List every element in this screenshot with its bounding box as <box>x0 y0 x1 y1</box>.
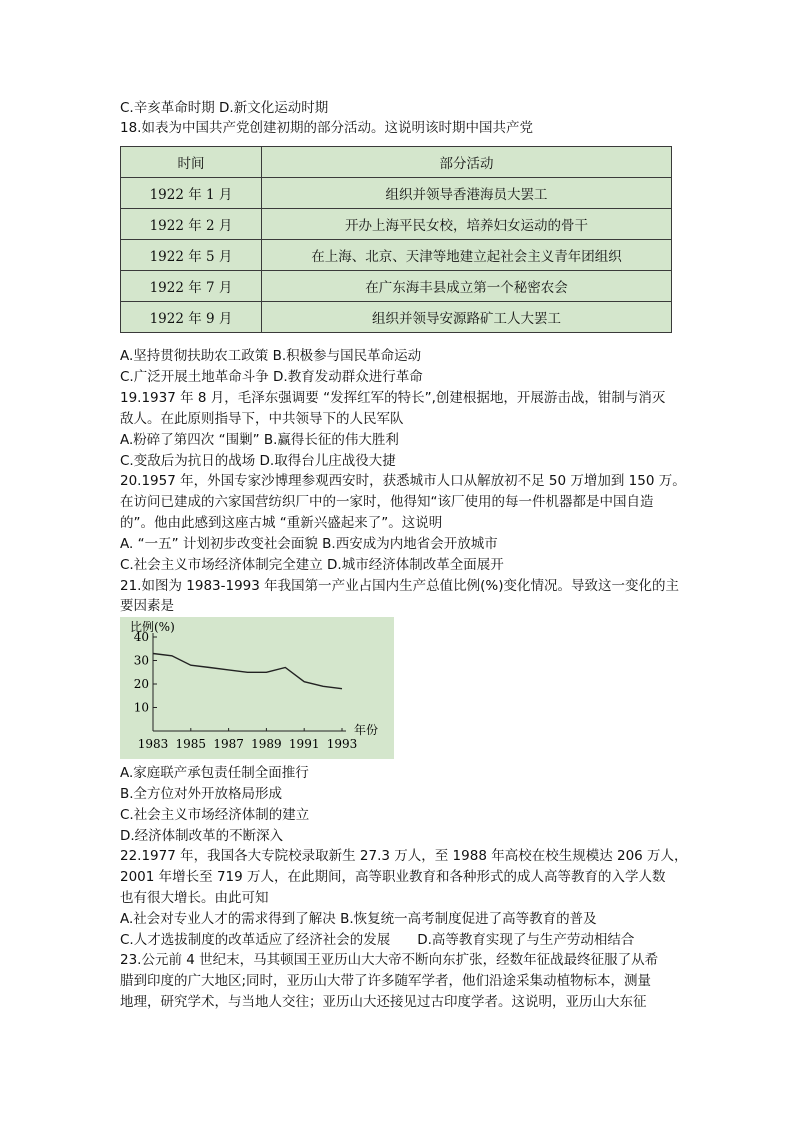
table-header-row <box>121 147 672 178</box>
q18-stem: 18.如表为中国共产党创建初期的部分活动。这说明该时期中国共产党 <box>120 120 533 136</box>
q21-option-d: D.经济体制改革的不断深入 <box>120 828 284 844</box>
table-row <box>121 209 672 240</box>
q20-stem-1: 20.1957 年，外国专家沙博理参观西安时，获悉城市人口从解放初不足 50 万增加到 150 万。 <box>120 473 686 489</box>
table-cell-time: 1922 年 1 月 <box>121 178 262 209</box>
q18-options-ab: A.坚持贯彻扶助农工政策 B.积极参与国民革命运动 <box>120 348 422 364</box>
q22-stem-2: 2001 年增长至 719 万人，在此期间，高等职业教育和各种形式的成人高等教育的入学人数 <box>120 869 666 885</box>
series-line <box>153 654 342 689</box>
table-cell-activity: 组织并领导安源路矿工人大罢工 <box>262 302 672 333</box>
q21-option-c: C.社会主义市场经济体制的建立 <box>120 807 310 823</box>
table-cell-activity: 开办上海平民女校，培养妇女运动的骨干 <box>262 209 672 240</box>
q20-stem-3: 的”。他由此感到这座古城 “重新兴盛起来了”。这说明 <box>120 515 443 531</box>
x-tick-label: 1983 <box>137 737 169 751</box>
q21-stem-2: 要因素是 <box>120 598 174 614</box>
q22-options-cd: C.人才选拔制度的改革适应了经济社会的发展 D.高等教育实现了与生产劳动相结合 <box>120 932 635 948</box>
x-tick-label: 1993 <box>326 737 358 751</box>
q23-stem-1: 23.公元前 4 世纪末，马其顿国王亚历山大大帝不断向东扩张，经数年征战最终征服了从希 <box>120 952 659 968</box>
table-header-activity: 部分活动 <box>262 147 672 178</box>
q17-options-tail: C.辛亥革命时期 D.新文化运动时期 <box>120 100 329 116</box>
q20-stem-2: 在访问已建成的六家国营纺织厂中的一家时，他得知“该厂使用的每一件机器都是中国自造 <box>120 494 654 510</box>
table-row <box>121 178 672 209</box>
q23-stem-2: 腊到印度的广大地区;同时，亚历山大带了许多随军学者，他们沿途采集动植物标本，测量 <box>120 973 652 989</box>
table-cell-activity: 在广东海丰县成立第一个秘密农会 <box>262 271 672 302</box>
q19-stem-1: 19.1937 年 8 月，毛泽东强调要 “发挥红军的特长”,创建根据地，开展游击战，钳制与消灭 <box>120 390 666 406</box>
table-cell-time: 1922 年 9 月 <box>121 302 262 333</box>
x-tick-label: 1991 <box>288 737 320 751</box>
x-tick-label: 1987 <box>213 737 244 751</box>
table-cell-time: 1922 年 7 月 <box>121 271 262 302</box>
table-row <box>121 240 672 271</box>
q22-stem-1: 22.1977 年，我国各大专院校录取新生 27.3 万人，至 1988 年高校在校生规模达 206 万人， <box>120 848 688 864</box>
q21-option-a: A.家庭联产承包责任制全面推行 <box>120 765 309 781</box>
q21-option-b: B.全方位对外开放格局形成 <box>120 786 283 802</box>
q19-stem-2: 敌人。在此原则指导下，中共领导下的人民军队 <box>120 411 404 427</box>
q22-options-ab: A.社会对专业人才的需求得到了解决 B.恢复统一高考制度促进了高等教育的普及 <box>120 911 597 927</box>
q19-options-cd: C.变敌后为抗日的战场 D.取得台儿庄战役大捷 <box>120 453 396 469</box>
q20-options-cd: C.社会主义市场经济体制完全建立 D.城市经济体制改革全面展开 <box>120 557 504 573</box>
y-axis-label: 比例(%) <box>130 620 175 634</box>
table-cell-time: 1922 年 2 月 <box>121 209 262 240</box>
table-cell-activity: 在上海、北京、天津等地建立起社会主义青年团组织 <box>262 240 672 271</box>
table-row <box>121 271 672 302</box>
table-header-time: 时间 <box>121 147 262 178</box>
q19-options-ab: A.粉碎了第四次 “围剿” B.赢得长征的伟大胜利 <box>120 432 399 448</box>
y-tick-label: 10 <box>133 700 149 715</box>
x-axis-label: 年份 <box>354 723 379 737</box>
x-tick-label: 1985 <box>175 737 207 751</box>
q18-options-cd: C.广泛开展土地革命斗争 D.教育发动群众进行革命 <box>120 369 423 385</box>
y-tick-label: 30 <box>133 653 149 668</box>
table-cell-time: 1922 年 5 月 <box>121 240 262 271</box>
y-tick-label: 40 <box>133 630 149 644</box>
line-chart <box>120 617 394 759</box>
q21-stem-1: 21.如图为 1983-1993 年我国第一产业占国内生产总值比例(%)变化情况。导致这一变化的主 <box>120 578 679 594</box>
x-tick-label: 1989 <box>251 737 282 751</box>
q23-stem-3: 地理，研究学术，与当地人交往；亚历山大还接见过古印度学者。这说明，亚历山大东征 <box>120 994 647 1010</box>
y-tick-label: 20 <box>133 677 149 691</box>
table-cell-activity: 组织并领导香港海员大罢工 <box>262 178 672 209</box>
chart-svg <box>120 617 394 759</box>
q22-stem-3: 也有很大增长。由此可知 <box>120 890 269 906</box>
activities-table <box>120 146 672 333</box>
table-row <box>121 302 672 333</box>
q20-options-ab: A. “一五” 计划初步改变社会面貌 B.西安成为内地省会开放城市 <box>120 536 498 552</box>
